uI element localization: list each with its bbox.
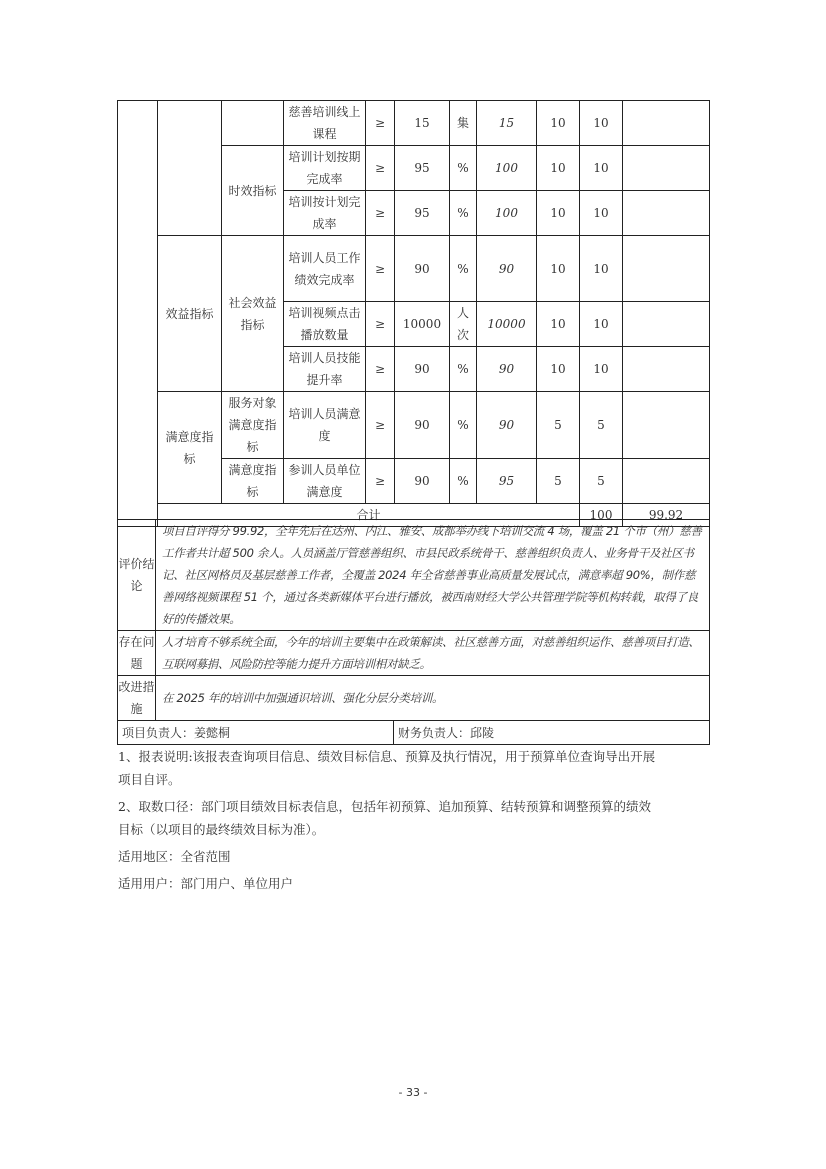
- indicator-name: 参训人员单位满意度: [284, 459, 366, 504]
- conclusion-text: 项目自评得分 99.92，全年先后在达州、内江、雅安、成都举办线下培训交流 4 场，覆盖 21 个市（州）慈善工作者共计超 500 余人。人员涵盖厅管慈善组织、市县民政系统骨干、慈善组织负责人、业务骨干及社区书记、社区网格员及基层慈善工作者，全覆盖 2024 年全省慈善事业高质量发展试点，满意率超 90%，制作慈善网络视频课程 51 个，通过各类新媒体平台进行播放，被西南财经大学公共管理学院等机构转载，取得了良好的传播效果。: [156, 520, 710, 631]
- performance-indicator-table: [117, 100, 710, 527]
- operator: ≥: [366, 146, 395, 191]
- measures-text: 在 2025 年的培训中加强通识培训、强化分层分类培训。: [156, 676, 710, 721]
- target-value: 90: [395, 236, 450, 302]
- actual-value: 90: [477, 392, 537, 459]
- problems-label: 存在问题: [118, 631, 156, 676]
- unit: %: [450, 459, 477, 504]
- weight: 10: [537, 146, 580, 191]
- target-value: 90: [395, 459, 450, 504]
- level3-cell: 时效指标: [222, 146, 284, 236]
- note: [623, 392, 710, 459]
- table-row: [118, 236, 710, 302]
- score: 5: [580, 392, 623, 459]
- operator: ≥: [366, 191, 395, 236]
- note: [623, 146, 710, 191]
- table-row: [118, 101, 710, 146]
- actual-value: 90: [477, 236, 537, 302]
- weight: 10: [537, 302, 580, 347]
- unit: %: [450, 146, 477, 191]
- level2-cell: 满意度指标: [158, 392, 222, 504]
- actual-value: 90: [477, 347, 537, 392]
- indicator-name: 培训按计划完成率: [284, 191, 366, 236]
- actual-value: 100: [477, 146, 537, 191]
- level3-cell: 社会效益指标: [222, 236, 284, 392]
- unit: %: [450, 236, 477, 302]
- level2-cell: [158, 101, 222, 236]
- indicator-name: 慈善培训线上课程: [284, 101, 366, 146]
- score: 10: [580, 302, 623, 347]
- report-notes: [118, 745, 658, 899]
- operator: ≥: [366, 392, 395, 459]
- evaluation-table: [117, 519, 710, 745]
- level3-cell: 满意度指标: [222, 459, 284, 504]
- level2-cell: 效益指标: [158, 236, 222, 392]
- weight: 10: [537, 101, 580, 146]
- score: 10: [580, 236, 623, 302]
- target-value: 10000: [395, 302, 450, 347]
- indicator-name: 培训计划按期完成率: [284, 146, 366, 191]
- note: [623, 302, 710, 347]
- weight: 10: [537, 191, 580, 236]
- note: [623, 191, 710, 236]
- unit: 集: [450, 101, 477, 146]
- operator: ≥: [366, 236, 395, 302]
- unit: %: [450, 347, 477, 392]
- operator: ≥: [366, 459, 395, 504]
- score: 10: [580, 101, 623, 146]
- indicator-name: 培训视频点击播放数量: [284, 302, 366, 347]
- actual-value: 15: [477, 101, 537, 146]
- note-2: 2、取数口径：部门项目绩效目标表信息，包括年初预算、追加预算、结转预算和调整预算的绩效目标（以项目的最终绩效目标为准）。: [118, 799, 651, 837]
- score: 10: [580, 146, 623, 191]
- target-value: 95: [395, 146, 450, 191]
- unit: 人次: [450, 302, 477, 347]
- unit: %: [450, 392, 477, 459]
- table-row: [118, 392, 710, 459]
- note-users: 适用用户：部门用户、单位用户: [118, 876, 294, 891]
- unit: %: [450, 191, 477, 236]
- level1-cell: [118, 101, 158, 527]
- operator: ≥: [366, 347, 395, 392]
- actual-value: 95: [477, 459, 537, 504]
- level3-cell: 服务对象满意度指标: [222, 392, 284, 459]
- project-lead: 项目负责人：姜懿桐: [118, 721, 394, 745]
- problems-text: 人才培育不够系统全面，今年的培训主要集中在政策解读、社区慈善方面，对慈善组织运作、慈善项目打造、互联网募捐、风险防控等能力提升方面培训相对缺乏。: [156, 631, 710, 676]
- weight: 10: [537, 347, 580, 392]
- weight: 5: [537, 459, 580, 504]
- score: 5: [580, 459, 623, 504]
- note: [623, 101, 710, 146]
- total-weight: 100: [580, 504, 623, 527]
- measures-row: [118, 676, 710, 721]
- note-1: 1、报表说明:该报表查询项目信息、绩效目标信息、预算及执行情况，用于预算单位查询导出开展项目自评。: [118, 749, 656, 787]
- total-label: 合计: [158, 504, 580, 527]
- actual-value: 10000: [477, 302, 537, 347]
- operator: ≥: [366, 302, 395, 347]
- signature-row: [118, 721, 710, 745]
- score: 10: [580, 347, 623, 392]
- score: 10: [580, 191, 623, 236]
- target-value: 15: [395, 101, 450, 146]
- weight: 5: [537, 392, 580, 459]
- target-value: 90: [395, 392, 450, 459]
- page-number: - 33 -: [398, 1086, 428, 1099]
- level3-cell: [222, 101, 284, 146]
- indicator-name: 培训人员技能提升率: [284, 347, 366, 392]
- note: [623, 236, 710, 302]
- target-value: 95: [395, 191, 450, 236]
- target-value: 90: [395, 347, 450, 392]
- conclusion-label: 评价结论: [118, 520, 156, 631]
- problems-row: [118, 631, 710, 676]
- note: [623, 347, 710, 392]
- finance-lead: 财务负责人：邱陵: [394, 721, 710, 745]
- weight: 10: [537, 236, 580, 302]
- total-score: 99.92: [623, 504, 710, 527]
- indicator-name: 培训人员工作绩效完成率: [284, 236, 366, 302]
- measures-label: 改进措施: [118, 676, 156, 721]
- note: [623, 459, 710, 504]
- note-region: 适用地区：全省范围: [118, 849, 231, 864]
- indicator-name: 培训人员满意度: [284, 392, 366, 459]
- operator: ≥: [366, 101, 395, 146]
- conclusion-row: [118, 520, 710, 631]
- actual-value: 100: [477, 191, 537, 236]
